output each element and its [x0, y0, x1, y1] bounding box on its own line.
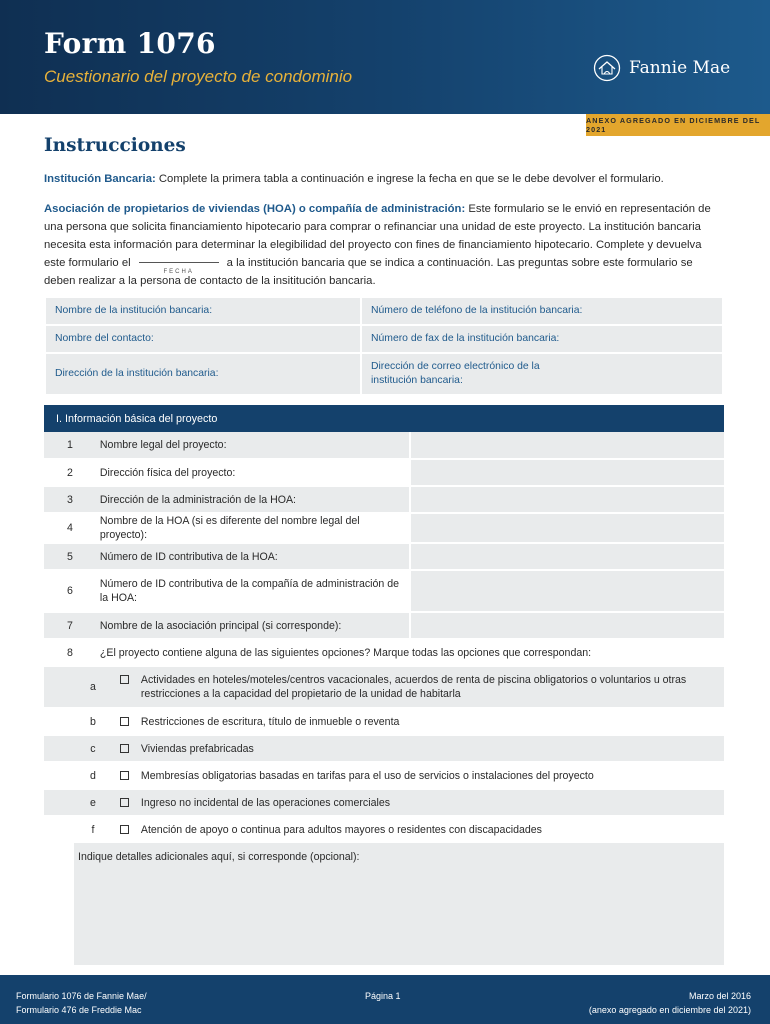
option-label: Restricciones de escritura, título de inmueble o reventa	[140, 715, 400, 728]
lender-contact-table	[44, 296, 724, 396]
option-row	[44, 789, 724, 816]
option-letter: b	[44, 708, 96, 735]
table-row	[44, 459, 724, 486]
lender-fax-field[interactable]: Número de fax de la institución bancaria:	[361, 325, 723, 353]
option-row	[44, 735, 724, 762]
checkbox[interactable]	[120, 825, 129, 834]
lender-instructions-text: Complete la primera tabla a continuación e ingrese la fecha en que se le debe devolver el formulario.	[155, 173, 664, 185]
option-letter: e	[44, 789, 96, 816]
page-footer	[0, 975, 770, 1024]
checkbox[interactable]	[120, 744, 129, 753]
footer-addendum-note: (anexo agregado en diciembre del 2021)	[588, 1005, 751, 1015]
row-number: 6	[44, 570, 96, 612]
option-label: Viviendas prefabricadas	[140, 742, 254, 755]
row-number: 3	[44, 486, 96, 513]
row-number: 4	[44, 513, 96, 543]
date-caption: FECHA	[163, 269, 194, 275]
answer-field[interactable]	[410, 543, 724, 570]
section-1-heading: I. Información básica del proyecto	[44, 405, 724, 432]
footer-date: Marzo del 2016	[688, 991, 751, 1001]
lender-email-field[interactable]: Dirección de correo electrónico de la institución bancaria:	[361, 353, 723, 395]
option-row	[44, 762, 724, 789]
header-banner	[0, 0, 770, 114]
addendum-badge: ANEXO AGREGADO EN DICIEMBRE DEL 2021	[586, 114, 770, 136]
option-cell	[96, 762, 724, 789]
option-row	[44, 666, 724, 708]
answer-field[interactable]	[410, 570, 724, 612]
additional-details-field[interactable]	[74, 843, 724, 965]
question-label: ¿El proyecto contiene alguna de las siguientes opciones? Marque todas las opciones que correspondan:	[96, 639, 724, 666]
question-label: Nombre legal del proyecto:	[96, 432, 410, 459]
hoa-instructions-text-b: a la institución bancaria que se indica a continuación. Las preguntas sobre este formulario se deben realizar a la persona de contacto de la insititución bancaria.	[44, 257, 693, 287]
checkbox[interactable]	[120, 798, 129, 807]
row-number: 2	[44, 459, 96, 486]
answer-field[interactable]	[410, 513, 724, 543]
row-number: 8	[44, 639, 96, 666]
answer-field[interactable]	[410, 486, 724, 513]
option-cell	[96, 708, 724, 735]
footer-freddie-form: Formulario 476 de Freddie Mac	[16, 1005, 142, 1015]
form-subtitle: Cuestionario del proyecto de condominio	[44, 67, 353, 86]
checkbox[interactable]	[120, 717, 129, 726]
option-letter: d	[44, 762, 96, 789]
question-label: Dirección de la administración de la HOA:	[96, 486, 410, 513]
brand-name: Fannie Mae	[629, 58, 731, 78]
answer-field[interactable]	[410, 459, 724, 486]
table-row	[44, 612, 724, 639]
lender-phone-field[interactable]: Número de teléfono de la institución bancaria:	[361, 297, 723, 325]
option-label: Actividades en hoteles/moteles/centros vacacionales, acuerdos de renta de piscina obligatorios o voluntarios u otras restricciones a la capacidad del propietario de la unidad de habitarla	[140, 674, 687, 700]
checkbox[interactable]	[120, 771, 129, 780]
table-row	[44, 570, 724, 612]
answer-field[interactable]	[410, 432, 724, 459]
footer-dates	[589, 989, 751, 1017]
row-number: 7	[44, 612, 96, 639]
footer-fannie-form: Formulario 1076 de Fannie Mae/	[16, 991, 147, 1001]
question-label: Dirección física del proyecto:	[96, 459, 410, 486]
option-letter: c	[44, 735, 96, 762]
option-label: Membresías obligatorias basadas en tarifas para el uso de servicios o instalaciones del proyecto	[140, 769, 594, 782]
lender-name-field[interactable]: Nombre de la institución bancaria:	[45, 297, 361, 325]
option-row	[44, 708, 724, 735]
instructions-heading: Instrucciones	[44, 135, 186, 156]
lender-address-field[interactable]: Dirección de la institución bancaria:	[45, 353, 361, 395]
hoa-instructions-lead: Asociación de propietarios de viviendas (HOA) o compañía de administración:	[44, 203, 466, 215]
additional-details-label: Indique detalles adicionales aquí, si corresponde (opcional):	[78, 851, 360, 863]
question-label: Número de ID contributiva de la HOA:	[96, 543, 410, 570]
form-title: Form 1076	[44, 27, 216, 60]
project-info-table	[44, 405, 724, 844]
option-cell	[96, 735, 724, 762]
question-label: Nombre de la asociación principal (si corresponde):	[96, 612, 410, 639]
table-row	[44, 513, 724, 543]
option-cell	[96, 816, 724, 843]
return-date-field[interactable]	[139, 262, 219, 275]
question-label: Número de ID contributiva de la compañía de administración de la HOA:	[96, 570, 410, 612]
lender-instructions-lead: Institución Bancaria:	[44, 173, 156, 185]
table-row	[44, 543, 724, 570]
checkbox[interactable]	[120, 675, 129, 684]
option-label: Ingreso no incidental de las operaciones comerciales	[140, 796, 391, 809]
table-row	[44, 639, 724, 666]
row-number: 5	[44, 543, 96, 570]
option-cell	[96, 666, 724, 708]
option-row	[44, 816, 724, 843]
page-number: Página 1	[365, 991, 401, 1001]
answer-field[interactable]	[410, 612, 724, 639]
footer-form-ids	[16, 989, 147, 1017]
table-row	[44, 432, 724, 459]
house-logo-icon	[593, 54, 621, 82]
option-letter: a	[44, 666, 96, 708]
hoa-instructions	[44, 200, 724, 290]
option-cell	[96, 789, 724, 816]
table-row	[44, 486, 724, 513]
hoa-instructions-text-a: Este formulario se le envió en representación de una persona que solicita financiamiento hipotecario para comprar o refinanciar una unidad de este proyecto. La institución bancaria necesita esta información para determinar la elegibilidad del proyecto con fines de financiamiento hipotecario. Complete y devuelva este formulario el	[44, 203, 711, 269]
lender-instructions	[44, 170, 724, 188]
row-number: 1	[44, 432, 96, 459]
fannie-mae-logo	[593, 53, 730, 83]
option-letter: f	[44, 816, 96, 843]
contact-name-field[interactable]: Nombre del contacto:	[45, 325, 361, 353]
question-label: Nombre de la HOA (si es diferente del nombre legal del proyecto):	[96, 513, 410, 543]
option-label: Atención de apoyo o continua para adultos mayores o residentes con discapacidades	[140, 823, 542, 836]
